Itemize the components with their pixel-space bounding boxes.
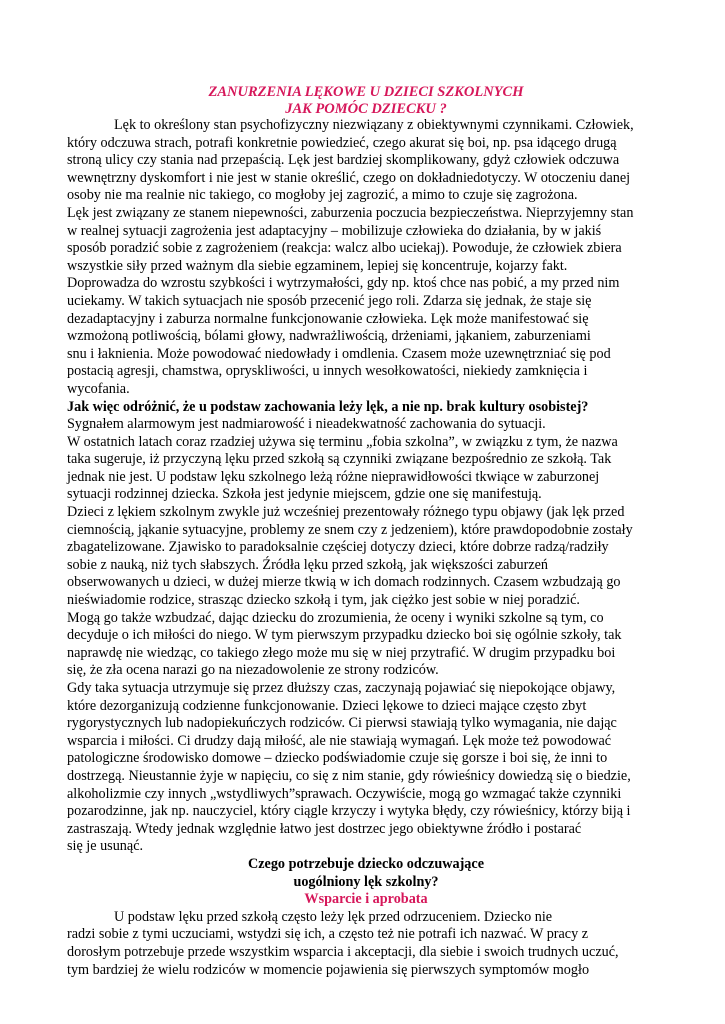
text-line: tym bardziej że wielu rodziców w momencie pojawienia się pierwszych symptomów mogło	[67, 961, 590, 978]
text-line: wszystkie siły przed ważnym dla siebie egzaminem, lepiej się koncentruje, kojarzy fakt.	[67, 257, 568, 274]
text-line: radzi sobie z tymi uczuciami, wstydzi się ich, a często też nie potrafi ich nazwać. W pracy z	[67, 926, 589, 943]
text-line: Gdy taka sytuacja utrzymuje się przez dłuższy czas, zaczynają pojawiać się niepokojące objawy,	[67, 680, 616, 696]
text-line: wzmożoną potliwością, bólami głowy, nadwrażliwością, drżeniami, jąkaniem, zaburzeniami	[67, 328, 591, 345]
title-line-1: ZANURZENIA LĘKOWE U DZIECI SZKOLNYCH	[208, 84, 524, 100]
paragraph-parents	[67, 680, 665, 856]
text-line: Dzieci z lękiem szkolnym zwykle już wcześniej prezentowały różnego typu objawy (jak lęk przed	[67, 504, 625, 521]
text-line: sytuacji rodzinnej dziecka. Szkoła jest jedynie miejscem, gdzie one się manifestują.	[67, 486, 542, 503]
section-heading	[67, 856, 665, 891]
text-line: W ostatnich latach coraz rzadziej używa się terminu „fobia szkolna”, w związku z tym, że nazwa	[67, 433, 618, 450]
paragraph-intro	[67, 117, 665, 205]
text-line: patologiczne środowisko domowe – dziecko podświadomie czuje się gorsze i boi się, że inni to	[67, 750, 608, 767]
text-line: pozarodzinne, jak np. nauczyciel, który ciągle krzyczy i wytyka błędy, czy rówieśnicy, którzy biją i	[67, 803, 631, 820]
text-line: jednak nie jest. U podstaw lęku szkolnego leżą różne nieprawidłowości tkwiące w zaburzonej	[67, 468, 600, 485]
text-line: się, że zła ocena narazi go na niezadowolenie ze strony rodziców.	[67, 662, 439, 679]
text-line: Mogą go także wzbudzać, dając dziecku do zrozumienia, że oceny i wyniki szkolne są tym, co	[67, 609, 604, 626]
section-heading-line-2: uogólniony lęk szkolny?	[293, 873, 439, 890]
paragraph-alarm-signal	[67, 416, 665, 434]
text-line: zastraszają. Wtedy jednak względnie łatwo jest dostrzec jego obiektywne źródło i postarać	[67, 820, 582, 837]
question-heading: Jak więc odróżnić, że u podstaw zachowania leży lęk, a nie np. brak kultury osobistej?	[67, 398, 589, 415]
text-line: nieświadomie rodzice, strasząc dziecko szkołą i tym, jak ciężko jest sobie w niej poradzić.	[67, 592, 580, 609]
document-title	[67, 84, 665, 117]
text-line: U podstaw lęku przed szkołą często leży lęk przed odrzuceniem. Dziecko nie	[114, 908, 553, 925]
paragraph-anxiety-definition	[67, 205, 665, 399]
text-line: alkoholizmie czy innych „wstydliwych”sprawach. Oczywiście, mogą go wzmagać także czynniki	[67, 785, 622, 802]
text-line: ciemnością, jąkanie sytuacyjne, problemy ze snem czy z jedzeniem), które prawdopodobnie zostały	[67, 521, 633, 538]
text-line: uciekamy. W takich sytuacjach nie sposób przecenić jego roli. Zdarza się jednak, że staje się	[67, 292, 592, 309]
text-line: Sygnałem alarmowym jest nadmiarowość i nieadekwatność zachowania do sytuacji.	[67, 416, 546, 433]
section-heading-line-1: Czego potrzebuje dziecko odczuwające	[248, 855, 484, 872]
text-line: taka sugeruje, iż przyczyną lęku przed szkołą są czynniki związane bezpośrednio ze szkołą. Tak	[67, 451, 612, 468]
text-line: sposób poradzić sobie z zagrożeniem (reakcja: walcz albo uciekaj). Powoduje, że człowiek zbiera	[67, 240, 622, 257]
text-line: się je usunąć.	[67, 838, 144, 855]
text-line: w realnej sytuacji zagrożenia jest adaptacyjny – mobilizuje człowieka do działania, by w jakiś	[67, 222, 602, 239]
text-line: naprawdę nie wiedząc, co takiego złego może mu się w niej przytrafić. W drugim przypadku boi	[67, 644, 616, 661]
text-line: Lęk jest związany ze stanem niepewności, zaburzenia poczucia bezpieczeństwa. Nieprzyjemny stan	[67, 204, 634, 221]
text-line: sobie z nauką, niż tych słabszych. Źródła lęku przed szkołą, jak większości zaburzeń	[67, 556, 549, 573]
text-line: wycofania.	[67, 380, 130, 397]
paragraph-grades	[67, 610, 665, 680]
text-line: który odczuwa strach, potrafi konkretnie powiedzieć, czego akurat się boi, np. psa idącego drugą	[67, 134, 617, 151]
text-line: snu i łaknienia. Może powodować niedowłady i omdlenia. Czasem może uzewnętrzniać się pod	[67, 345, 611, 362]
text-line: obserwowanych u dzieci, w dużej mierze tkwią w ich domach rodzinnych. Czasem wzbudzają go	[67, 574, 621, 591]
text-line: dezadaptacyjny i zaburza normalne funkcjonowanie człowieka. Lęk może manifestować się	[67, 310, 589, 327]
text-line: Doprowadza do wzrostu szybkości i wytrzymałości, gdy np. ktoś chce nas pobić, a my przed nim	[67, 275, 620, 292]
text-line: osoby nie ma realnie nic takiego, co mogłoby jej zagrozić, a mimo to czuje się zagrożona.	[67, 187, 578, 204]
text-line: wewnętrzny dyskomfort i nie jest w stanie określić, czego on dokładniedotyczy. W otoczeniu danej	[67, 169, 631, 186]
text-line: postacią agresji, chamstwa, opryskliwości, u innych wesołkowatości, niekiedy zamknięcia i	[67, 363, 588, 380]
paragraph-school-phobia	[67, 434, 665, 504]
text-line: dorosłym potrzebuje przede wszystkim wsparcia i akceptacji, dla siebie i swoich trudnych uczuć,	[67, 943, 619, 960]
text-line: wsparcia i miłości. Ci drudzy dają miłość, ale nie stawiają wymagań. Lęk może też powodować	[67, 732, 612, 749]
text-line: dostrzegą. Nieustannie żyje w napięciu, co się z nim stanie, gdy rówieśnicy dowiedzą się o biedzie,	[67, 767, 631, 784]
text-line: decyduje o ich miłości do niego. W tym pierwszym przypadku dziecko boi się ogólnie szkoły, tak	[67, 627, 622, 644]
text-line: zbagatelizowane. Zjawisko to paradoksalnie częściej dotyczy dzieci, które dobrze radzą/radziły	[67, 539, 609, 556]
text-line: rygorystycznych lub nadopiekuńczych rodziców. Ci pierwsi stawiają tylko wymagania, nie dając	[67, 715, 617, 732]
paragraph-symptoms	[67, 504, 665, 610]
text-line: stroną ulicy czy stania nad przepaścią. Lęk jest bardziej skomplikowany, gdyż człowiek odczuwa	[67, 152, 620, 169]
paragraph-support	[67, 909, 665, 979]
subsection-heading: Wsparcie i aprobata	[304, 891, 428, 908]
text-line: które dezorganizują codzienne funkcjonowanie. Dzieci lękowe to dzieci mające często zbyt	[67, 697, 587, 714]
title-line-2: JAK POMÓC DZIECKU ?	[285, 100, 447, 117]
text-line: Lęk to określony stan psychofizyczny niezwiązany z obiektywnymi czynnikami. Człowiek,	[114, 117, 634, 133]
